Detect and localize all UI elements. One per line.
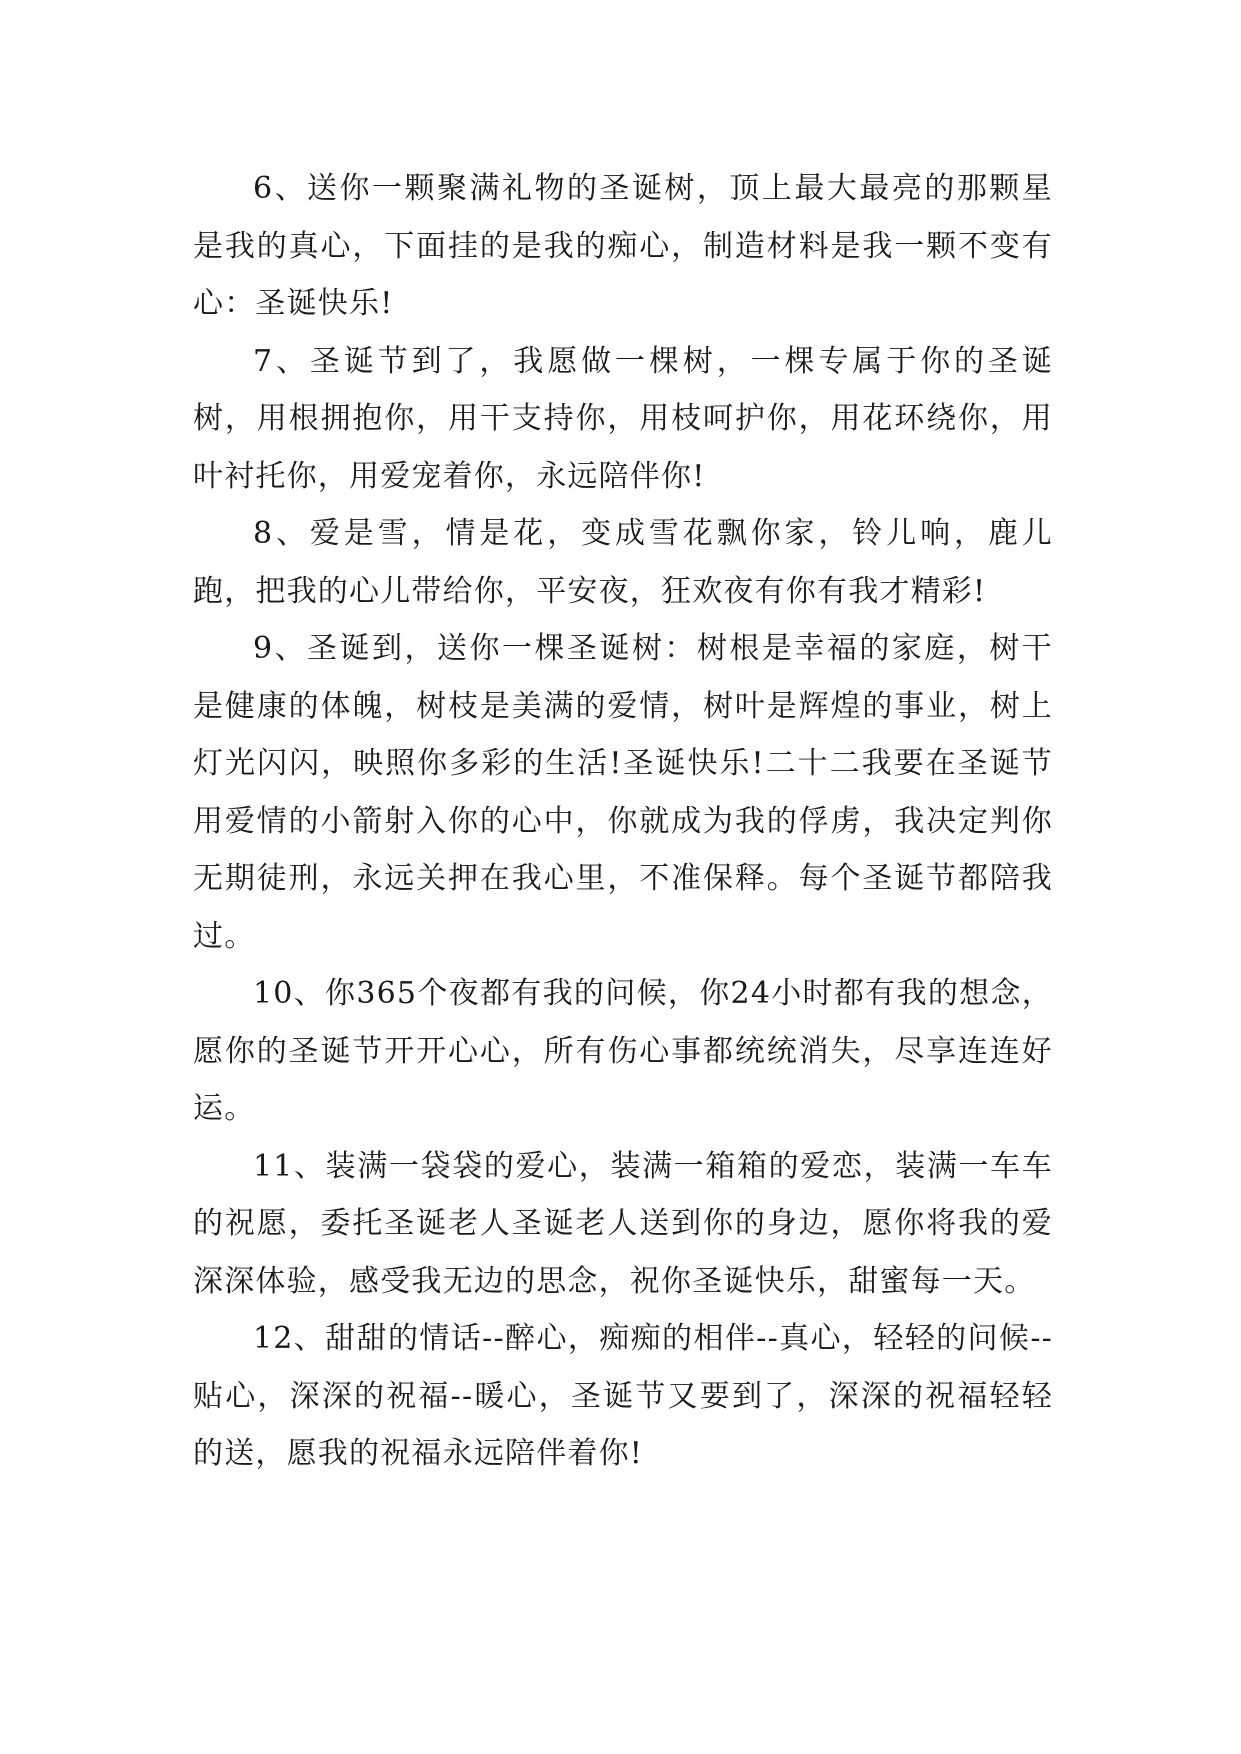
paragraph-6: 6、送你一颗聚满礼物的圣诞树，顶上最大最亮的那颗星是我的真心，下面挂的是我的痴心，制造材料是我一颗不变有心：圣诞快乐! xyxy=(193,171,1053,321)
paragraph-12: 12、甜甜的情话--醉心，痴痴的相伴--真心，轻轻的问候--贴心，深深的祝福--暖心，圣诞节又要到了，深深的祝福轻轻的送，愿我的祝福永远陪伴着你! xyxy=(193,1321,1053,1471)
paragraph-9: 9、圣诞到，送你一棵圣诞树：树根是幸福的家庭，树干是健康的体魄，树枝是美满的爱情，树叶是辉煌的事业，树上灯光闪闪，映照你多彩的生活!圣诞快乐!二十二我要在圣诞节用爱情的小箭射入你的心中，你就成为我的俘虏，我决定判你无期徒刑，永远关押在我心里，不准保释。每个圣诞节都陪我过。 xyxy=(193,631,1053,954)
paragraph-11: 11、装满一袋袋的爱心，装满一箱箱的爱恋，装满一车车的祝愿，委托圣诞老人圣诞老人送到你的身边，愿你将我的爱深深体验，感受我无边的思念，祝你圣诞快乐，甜蜜每一天。 xyxy=(193,1148,1053,1299)
paragraph-7: 7、圣诞节到了，我愿做一棵树，一棵专属于你的圣诞树，用根拥抱你，用干支持你，用枝呵护你，用花环绕你，用叶衬托你，用爱宠着你，永远陪伴你! xyxy=(193,343,1053,494)
paragraph-10: 10、你365个夜都有我的问候，你24小时都有我的想念，愿你的圣诞节开开心心，所有伤心事都统统消失，尽享连连好运。 xyxy=(193,976,1053,1126)
document-body xyxy=(193,160,1053,1483)
paragraph-8: 8、爱是雪，情是花，变成雪花飘你家，铃儿响，鹿儿跑，把我的心儿带给你，平安夜，狂欢夜有你有我才精彩! xyxy=(193,516,1053,609)
